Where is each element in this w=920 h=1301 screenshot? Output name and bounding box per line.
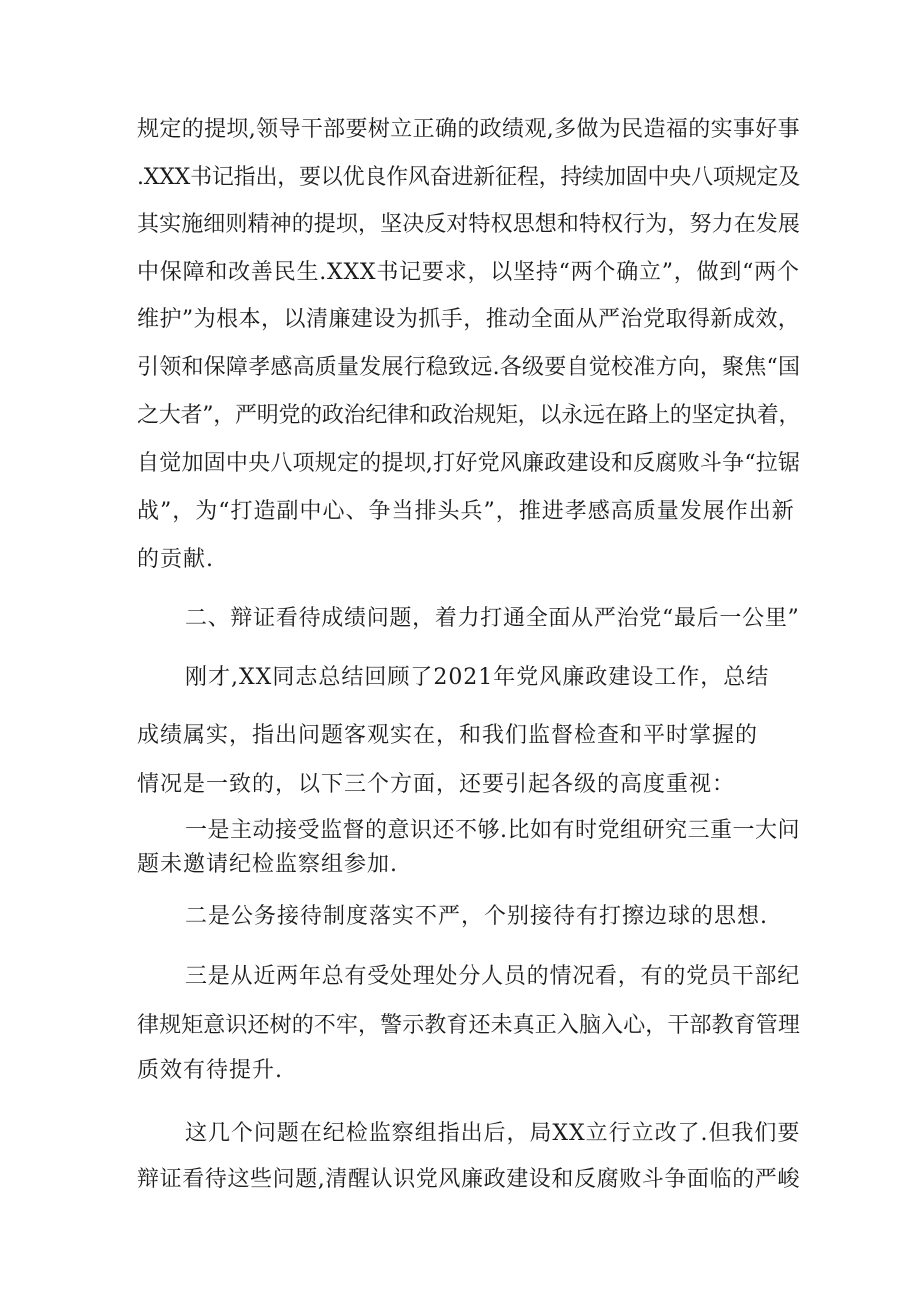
text-line: 成绩属实，指出问题客观实在，和我们监督检查和平时掌握的 — [137, 723, 759, 748]
text-line: 的贡献. — [137, 547, 214, 572]
text-line: 题未邀请纪检监察组参加. — [137, 852, 398, 877]
text-line: 之大者”，严明党的政治纪律和政治规矩，以永远在路上的坚定执着， — [137, 403, 801, 428]
text-line: 律规矩意识还树的不牢，警示教育还未真正入脑入心，干部教育管理 — [137, 1013, 801, 1038]
text-line: 辩证看待这些问题,清醒认识党风廉政建设和反腐败斗争面临的严峻 — [137, 1167, 800, 1192]
text-line: 中保障和改善民生.XXX书记要求，以坚持“两个确立”，做到“两个 — [137, 260, 800, 285]
text-line: 自觉加固中央八项规定的提坝,打好党风廉政建设和反腐败斗争“拉锯 — [137, 451, 801, 476]
text-line: 引领和保障孝感高质量发展行稳致远.各级要自觉校准方向，聚焦“国 — [137, 355, 801, 380]
text-line: 维护”为根本，以清廉建设为抓手，推动全面从严治党取得新成效， — [137, 307, 801, 332]
text-line: 其实施细则精神的提坝，坚决反对特权思想和特权行为，努力在发展 — [137, 212, 801, 237]
text-line: 二是公务接待制度落实不严，个别接待有打擦边球的思想. — [185, 904, 768, 929]
text-line: .XXX书记指出，要以优良作风奋进新征程，持续加固中央八项规定及 — [137, 165, 800, 190]
text-line: 规定的提坝,领导干部要树立正确的政绩观,多做为民造福的实事好事 — [137, 117, 800, 142]
text-line: 刚才,XX同志总结回顾了2021年党风廉政建设工作，总结 — [185, 665, 770, 690]
text-line: 战”，为“打造副中心、争当排头兵”，推进孝感高质量发展作出新 — [137, 499, 795, 524]
section-heading: 二、辩证看待成绩问题，着力打通全面从严治党“最后一公里” — [185, 606, 800, 631]
text-line: 情况是一致的，以下三个方面，还要引起各级的高度重视： — [137, 772, 736, 797]
text-line: 三是从近两年总有受处理处分人员的情况看，有的党员干部纪 — [185, 964, 801, 989]
text-line: 一是主动接受监督的意识还不够.比如有时党组研究三重一大问 — [185, 818, 800, 843]
text-line: 这几个问题在纪检监察组指出后，局XX立行立改了.但我们要 — [185, 1121, 801, 1146]
text-line: 质效有待提升. — [137, 1058, 283, 1083]
